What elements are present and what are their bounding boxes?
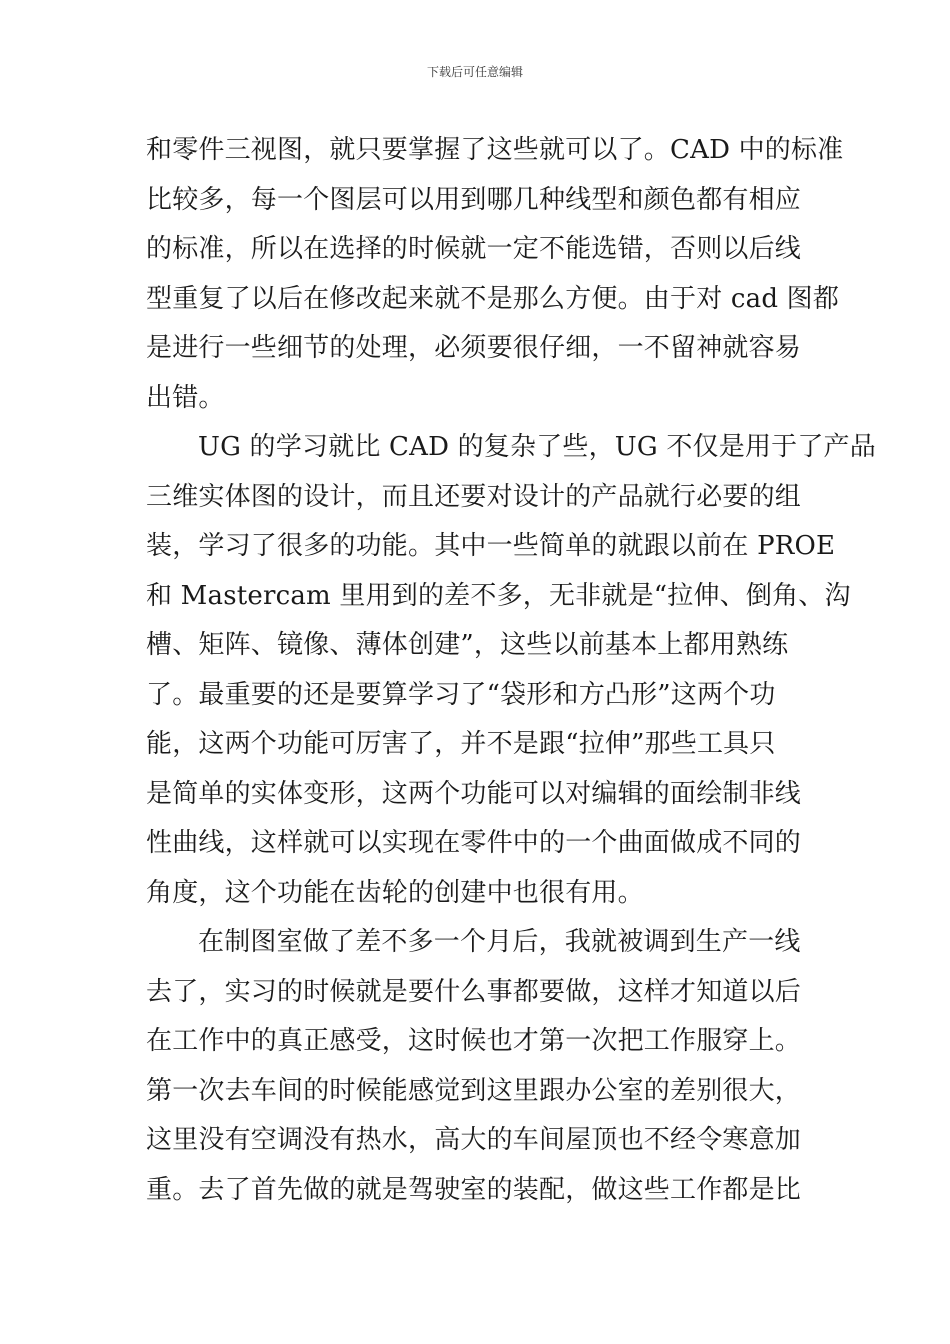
paragraph-start-line: 在制图室做了差不多一个月后，我就被调到生产一线 [198, 927, 801, 957]
text-line: 第一次去车间的时候能感觉到这里跟办公室的差别很大， [146, 1075, 802, 1106]
text-line: 比较多，每一个图层可以用到哪几种线型和颜色都有相应 [146, 184, 802, 215]
text-line: 去了，实习的时候就是要什么事都要做，这样才知道以后 [146, 976, 802, 1007]
text-line: 是进行一些细节的处理，必须要很仔细，一不留神就容易 [146, 333, 802, 363]
text-line: 性曲线，这样就可以实现在零件中的一个曲面做成不同的 [146, 828, 802, 858]
text-line: 了。最重要的还是要算学习了“袋形和方凸形”这两个功 [146, 679, 776, 710]
text-line: 在工作中的真正感受，这时候也才第一次把工作服穿上。 [146, 1026, 802, 1056]
text-line: 重。去了首先做的就是驾驶室的装配，做这些工作都是比 [146, 1174, 802, 1205]
text-line: 是简单的实体变形，这两个功能可以对编辑的面绘制非线 [146, 778, 802, 809]
text-line: 型重复了以后在修改起来就不是那么方便。由于对 cad 图都 [146, 283, 840, 314]
body-text [146, 126, 876, 1215]
text-line: 这里没有空调没有热水，高大的车间屋顶也不经令寒意加 [146, 1125, 802, 1155]
paragraph-start-line: UG 的学习就比 CAD 的复杂了些，UG 不仅是用于了产品 [198, 432, 876, 462]
text-line: 和 Mastercam 里用到的差不多，无非就是“拉伸、倒角、沟 [146, 580, 851, 611]
text-line: 和零件三视图，就只要掌握了这些就可以了。CAD 中的标准 [146, 135, 844, 165]
text-line: 装，学习了很多的功能。其中一些简单的就跟以前在 PROE [146, 531, 836, 561]
text-line: 槽、矩阵、镜像、薄体创建”，这些以前基本上都用熟练 [146, 630, 789, 660]
text-line: 角度，这个功能在齿轮的创建中也很有用。 [146, 877, 644, 908]
text-line: 能，这两个功能可厉害了，并不是跟“拉伸”那些工具只 [146, 729, 776, 759]
text-line: 的标准，所以在选择的时候就一定不能选错，否则以后线 [146, 234, 802, 264]
text-line: 三维实体图的设计，而且还要对设计的产品就行必要的组 [146, 481, 802, 512]
page-header: 下载后可任意编辑 [426, 65, 523, 79]
text-line: 出错。 [146, 382, 225, 413]
